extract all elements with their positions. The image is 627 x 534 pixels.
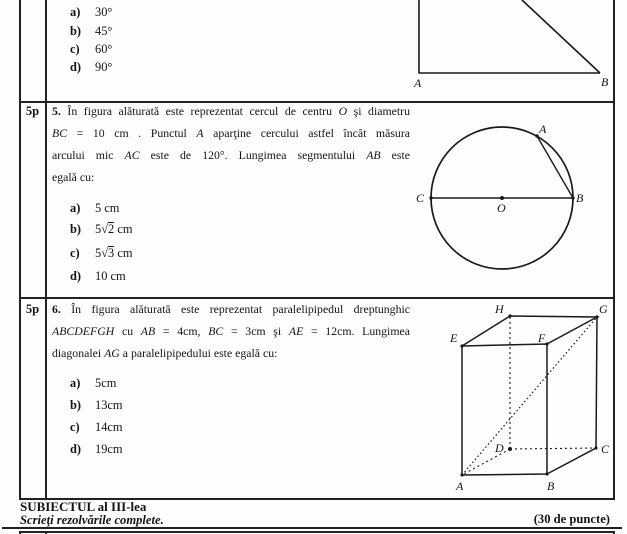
top-question-option-d — [70, 60, 112, 77]
next-table-top-border — [19, 531, 615, 533]
vertex-point-e — [460, 344, 463, 347]
option-value: 19cm — [95, 442, 123, 456]
option-value: 13cm — [95, 398, 123, 412]
subject-heading: SUBIECTUL al III-lea — [20, 499, 147, 514]
vertex-point-a — [460, 473, 463, 476]
option-letter: a) — [70, 376, 81, 390]
points-cell-q6: 5p — [25, 302, 40, 316]
vertex-point-h — [508, 314, 511, 317]
option-value: 5 cm — [95, 201, 120, 215]
q5-text-line-3: arcului mic AC este de 120°. Lungimea segmentului AB este — [52, 148, 410, 162]
q6-option-a — [70, 376, 116, 393]
option-letter: a) — [70, 201, 81, 215]
points-cell-q5: 5p — [25, 104, 40, 118]
option-letter: a) — [70, 5, 81, 19]
option-letter: d) — [70, 60, 82, 74]
q6-option-d — [70, 442, 123, 459]
box-vertex-label-e: E — [450, 331, 458, 345]
box-vertex-label-c: C — [601, 442, 610, 456]
option-value: 5√2 cm — [95, 222, 133, 236]
triangle-hypotenuse — [522, 0, 600, 73]
option-value: 5cm — [95, 376, 117, 390]
q5-option-b — [70, 222, 132, 239]
center-point-o — [500, 196, 504, 200]
option-letter: c) — [70, 246, 80, 260]
circle-vertex-label-c: C — [416, 191, 425, 205]
option-letter: c) — [70, 420, 80, 434]
top-question-option-a — [70, 5, 112, 22]
option-value: 90° — [95, 60, 113, 74]
option-value: 30° — [95, 5, 113, 19]
chord-ab — [537, 136, 573, 198]
option-letter: d) — [70, 269, 82, 283]
circle-vertex-label-a: A — [539, 122, 547, 136]
option-letter: c) — [70, 42, 80, 56]
option-letter: b) — [70, 222, 82, 236]
option-value: 10 cm — [95, 269, 126, 283]
section-rule — [2, 527, 622, 529]
box-hidden-edge-dc — [510, 448, 596, 449]
table-border-left — [19, 0, 21, 499]
option-letter: b) — [70, 24, 82, 38]
top-question-option-c — [70, 42, 112, 59]
point-b — [571, 196, 574, 199]
box-vertex-label-b: B — [547, 479, 555, 493]
box-vertex-label-g: G — [599, 302, 608, 316]
q6-text-line-2: ABCDEFGH cu AB = 4cm, BC = 3cm şi AE = 12cm. Lungimea — [52, 324, 410, 338]
triangle-sides — [419, 0, 600, 73]
option-value: 60° — [95, 42, 113, 56]
box-vertex-label-a: A — [456, 479, 464, 493]
option-value: 14cm — [95, 420, 123, 434]
q5-text-line-2: BC = 10 cm . Punctul A aparţine cercului astfel încât măsura — [52, 126, 410, 140]
circle-figure — [405, 110, 620, 280]
row-separator-top — [19, 101, 615, 103]
option-value: 45° — [95, 24, 113, 38]
row-separator-q5-q6 — [19, 297, 615, 299]
vertex-point-d — [508, 447, 512, 451]
q6-option-c — [70, 420, 123, 437]
instruction-text: Scrieţi rezolvările complete. — [20, 513, 164, 527]
option-value: 5√3 cm — [95, 246, 133, 260]
box-diagonal-ag — [462, 317, 597, 475]
vertex-point-b — [545, 472, 548, 475]
vertex-point-f — [545, 342, 548, 345]
triangle-vertex-label-b: B — [601, 75, 609, 89]
box-vertex-label-f: F — [538, 331, 546, 345]
box-vertex-label-h: H — [495, 302, 504, 316]
triangle-vertex-label-a: A — [414, 76, 422, 90]
q5-option-d — [70, 269, 126, 286]
table-border-points-column — [45, 0, 47, 499]
triangle-figure — [405, 0, 620, 95]
q6-option-b — [70, 398, 123, 415]
parallelepiped-figure — [440, 300, 620, 496]
point-c — [429, 196, 432, 199]
q5-option-a — [70, 201, 119, 218]
option-letter: d) — [70, 442, 82, 456]
q6-text-line-1: 6. În figura alăturată este reprezentat paralelipipedul dreptunghic — [52, 302, 410, 316]
vertex-point-c — [594, 446, 597, 449]
q5-text-line-4: egală cu: — [52, 170, 95, 184]
points-total: (30 de puncte) — [533, 512, 610, 526]
option-letter: b) — [70, 398, 82, 412]
box-front-face — [462, 344, 547, 475]
top-question-option-b — [70, 24, 112, 41]
circle-vertex-label-b: B — [576, 191, 584, 205]
q6-text-line-3: diagonalei AG a paralelipipedului este egală cu: — [52, 346, 278, 360]
q5-option-c — [70, 246, 132, 263]
circle-center-label-o: O — [497, 201, 506, 215]
q5-text-line-1: 5. În figura alăturată este reprezentat cercul de centru O şi diametru — [52, 104, 410, 118]
box-vertex-label-d: D — [495, 441, 504, 455]
